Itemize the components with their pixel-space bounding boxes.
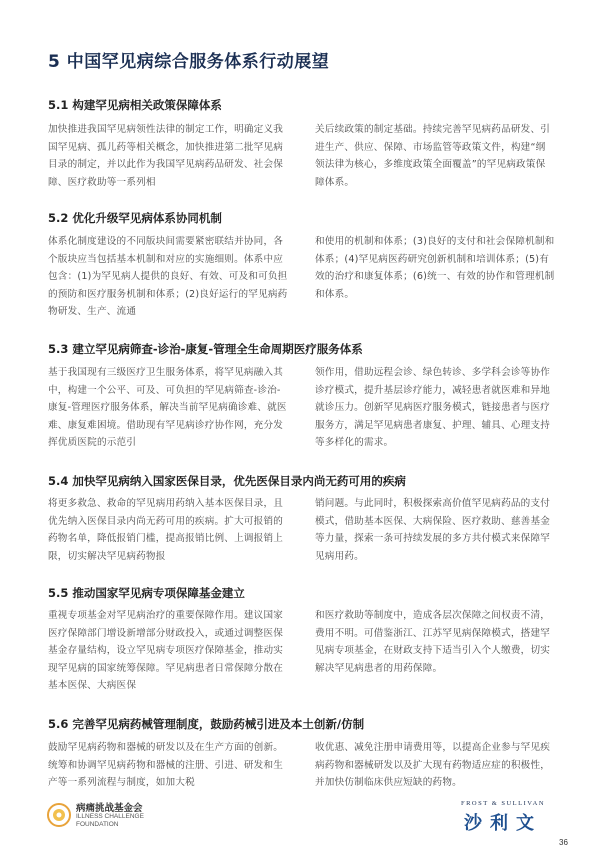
section-heading-5-4: 5.4 加快罕见病纳入国家医保目录，优先医保目录内尚无药可用的疾病 (48, 474, 406, 488)
section-5-3-left-column: 基于我国现有三级医疗卫生服务体系，将罕见病融入其中，构建一个公平、可及、可负担的罕见病筛查-诊治-康复-管理医疗服务体系，解决当前罕见病确诊难、就医难、康复难困境。借助现有罕见病诊疗协作网，充分发挥优质医院的示范引 (48, 367, 287, 448)
foundation-name-cn: 病痛挑战基金会 (76, 803, 143, 814)
foundation-name-en-line1: ILLNESS CHALLENGE (76, 813, 144, 820)
chapter-number: 5 (48, 52, 61, 72)
frost-sullivan-logo (448, 800, 558, 834)
section-5-6-right-column: 收优惠、减免注册申请费用等，以提高企业参与罕见疾病药物和器械研发以及扩大现有药物适应症的积极性，并加快仿制临床供应短缺的药物。 (315, 742, 551, 788)
section-5-3-right-column: 领作用，借助远程会诊、绿色转诊、多学科会诊等协作诊疗模式，提升基层诊疗能力，减轻患者就医难和异地就诊压力。创新罕见病医疗服务模式，链接患者与医疗服务方，满足罕见病患者康复、护理、辅具、心理支持等多样化的需求。 (315, 367, 551, 448)
section-5-2-left-column: 体系化制度建设的不同版块间需要紧密联结并协同，各个版块应当包括基本机制和对应的实施细则。体系中应包含：(1)为罕见病人提供的良好、有效、可及和可负担的预防和医疗服务机制和体系；(2)良好运行的罕见病药物研发、生产、流通 (48, 236, 288, 317)
chapter-title: 中国罕见病综合服务体系行动展望 (66, 52, 330, 72)
section-5-6-left-column: 鼓励罕见病药物和器械的研发以及在生产方面的创新。统筹和协调罕见病药物和器械的注册、引进、研发和生产等一系列流程与制度，如加大税 (48, 742, 284, 788)
illness-challenge-foundation-logo (46, 800, 206, 830)
section-5-5-right-column: 和医疗救助等制度中，造成各层次保障之间权责不清，费用不明。可借鉴浙江、江苏罕见病保障模式，搭建罕见病专项基金，在财政支持下适当引入个人缴费，切实解决罕见病患者的用药保障。 (315, 610, 551, 674)
foundation-emblem-icon (46, 802, 72, 828)
section-5-5-left-column: 重视专项基金对罕见病治疗的重要保障作用。建议国家医疗保障部门增设新增部分财政投入，或通过调整医保基金存量结构，设立罕见病专项医疗保障基金，推动实现罕见病的国家统筹保障。罕见病患者日常保障分散在基本医保、大病医保 (48, 610, 284, 691)
foundation-name-en-line2: FOUNDATION (76, 821, 119, 828)
frost-sullivan-en: FROST & SULLIVAN (460, 800, 546, 807)
section-heading-5-3: 5.3 建立罕见病筛查-诊治-康复-管理全生命周期医疗服务体系 (48, 342, 363, 356)
section-heading-5-5: 5.5 推动国家罕见病专项保障基金建立 (48, 586, 245, 600)
frost-sullivan-cn: 沙利文 (464, 813, 542, 834)
section-5-1-right-column: 关后续政策的制定基础。持续完善罕见病药品研发、引进生产、供应、保障、市场监管等政策文件，构建“纲领法律为核心，多维度政策全面覆盖”的罕见病政策保障体系。 (315, 124, 551, 188)
section-heading-5-6: 5.6 完善罕见病药械管理制度，鼓励药械引进及本土创新/仿制 (48, 717, 365, 731)
section-5-2-right-column: 和使用的机制和体系；(3)良好的支付和社会保障机制和体系；(4)罕见病医药研究创新机制和培训体系；(5)有效的治疗和康复体系；(6)统一、有效的协作和管理机制和体系。 (315, 236, 555, 300)
section-5-4-left-column: 将更多救急、救命的罕见病用药纳入基本医保目录，且优先纳入医保目录内尚无药可用的疾病。扩大可报销的药物名单，降低报销门槛，提高报销比例、上调报销上限，切实解决罕见病药物报 (48, 498, 284, 562)
section-5-1-left-column: 加快推进我国罕见病领性法律的制定工作，明确定义我国罕见病、孤儿药等相关概念，加快推进第二批罕见病目录的制定，并以此作为我国罕见病药品研发、社会保障、医疗救助等一系列相 (48, 124, 284, 188)
section-5-4-right-column: 销问题。与此同时，积极探索高价值罕见病药品的支付模式，借助基本医保、大病保险、医疗救助、慈善基金等力量，探索一条可持续发展的多方共付模式来保障罕见病用药。 (315, 498, 551, 562)
section-heading-5-1: 5.1 构建罕见病相关政策保障体系 (48, 98, 222, 112)
section-heading-5-2: 5.2 优化升级罕见病体系协同机制 (48, 211, 222, 225)
page-title (48, 47, 568, 72)
page-number: 36 (559, 838, 568, 847)
